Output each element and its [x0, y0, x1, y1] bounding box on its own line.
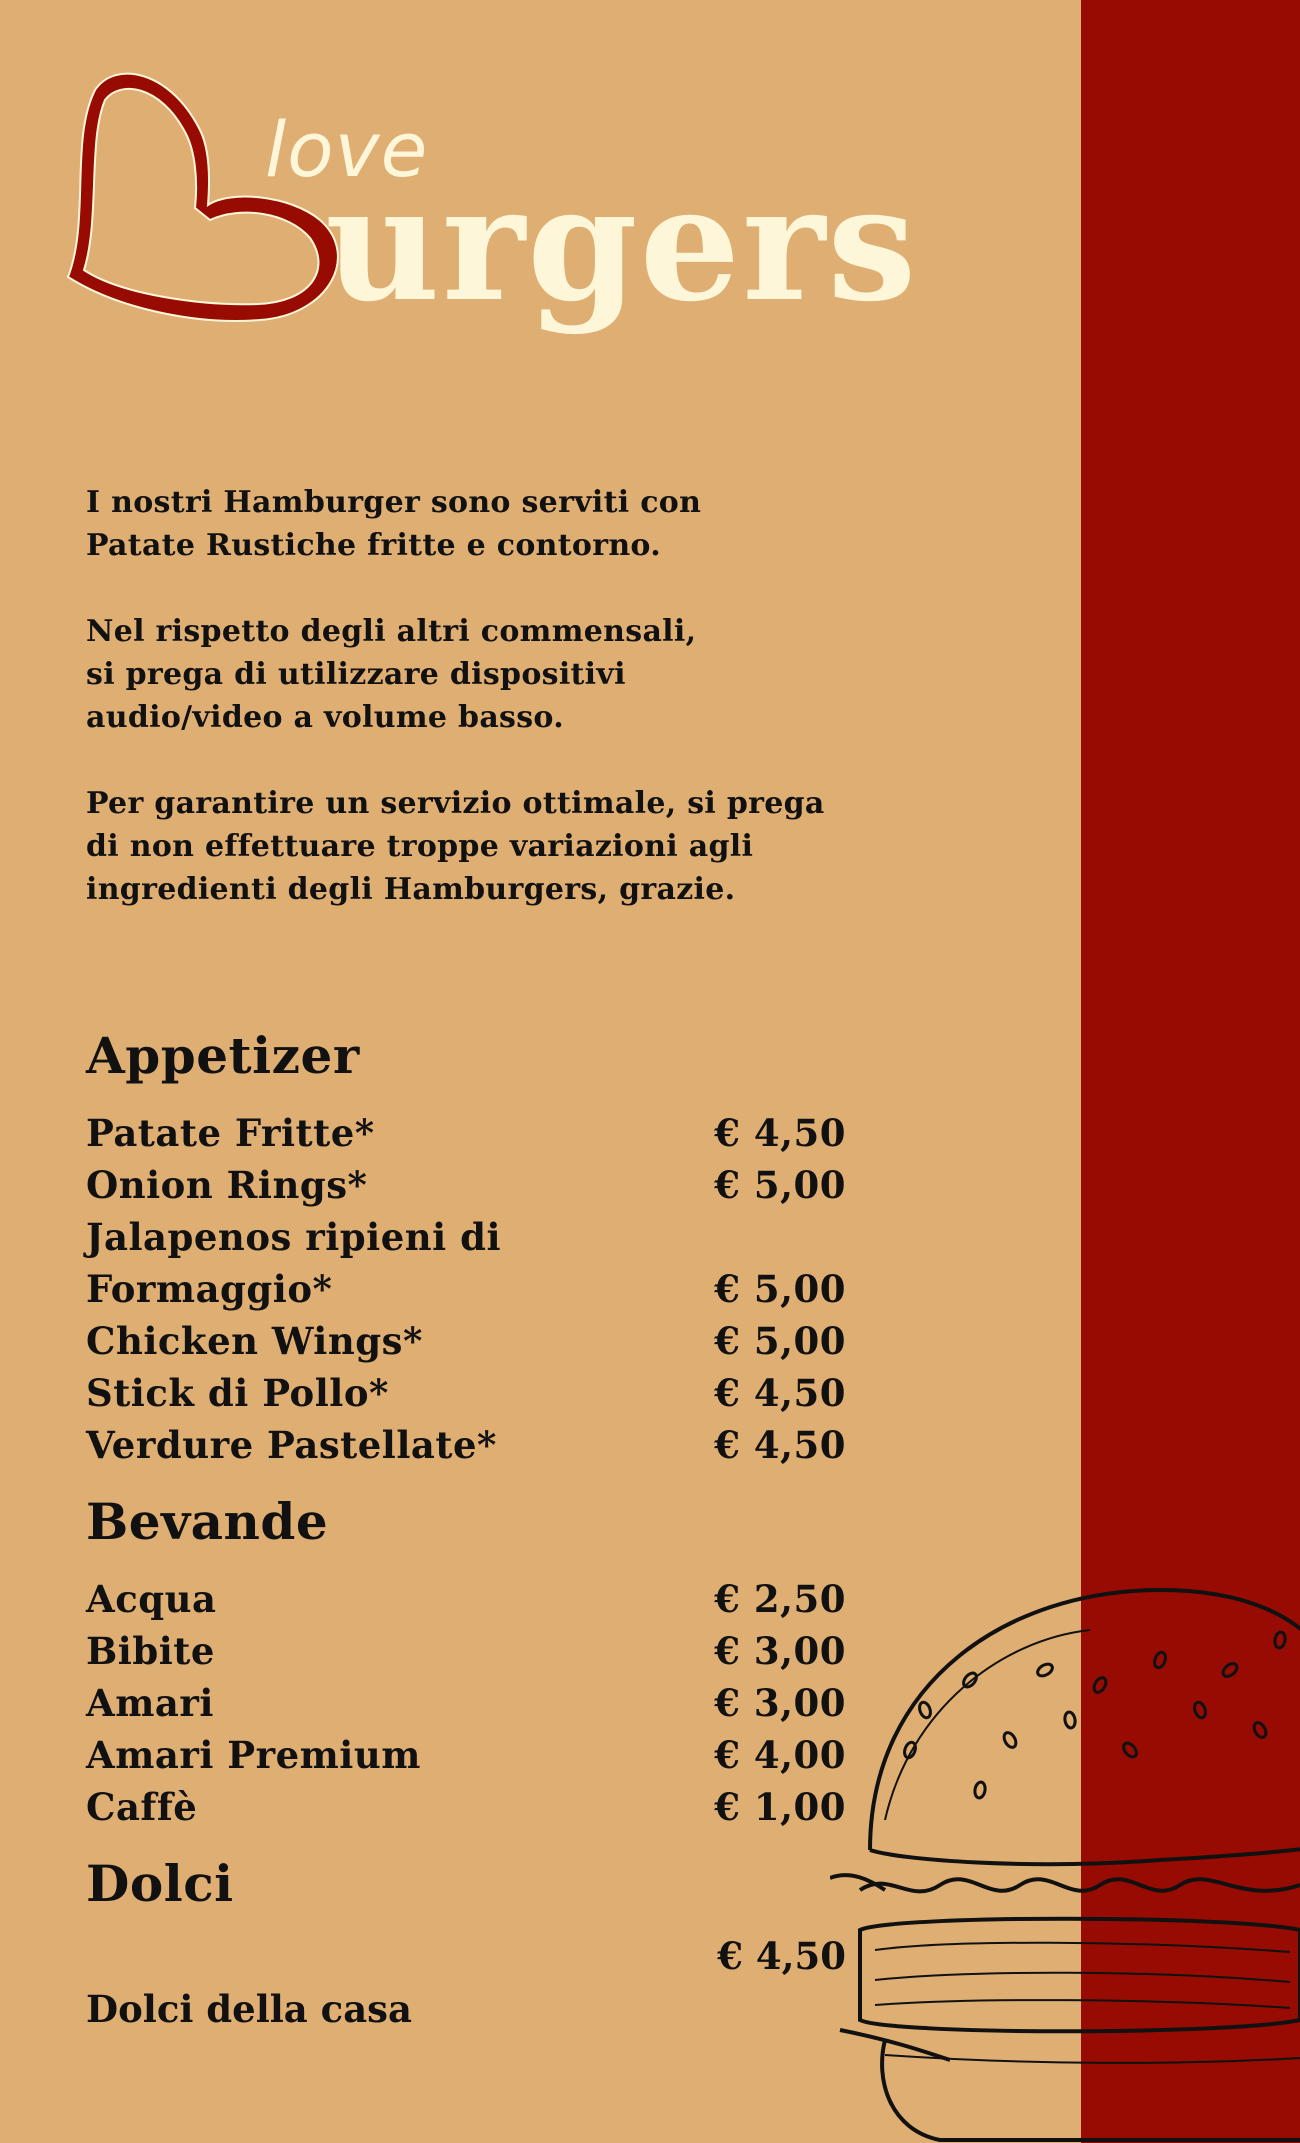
item-name: Patate Fritte*: [86, 1111, 375, 1155]
item-name: Amari Premium: [86, 1733, 421, 1777]
item-name: Acqua: [86, 1577, 217, 1621]
item-list: [86, 1573, 846, 1833]
item-price: € 3,00: [714, 1629, 846, 1673]
item-name: Jalapenos ripieni di Formaggio*: [86, 1215, 501, 1311]
item-name: Amari: [86, 1681, 214, 1725]
note-contorno: I nostri Hamburger sono serviti con Patate Rustiche fritte e contorno.: [86, 485, 702, 563]
logo-love-text: love: [265, 105, 429, 194]
menu-item: [86, 1419, 846, 1471]
menu: [86, 1025, 846, 1935]
menu-item: [86, 1677, 846, 1729]
menu-item: [86, 1781, 846, 1833]
menu-item: [86, 1211, 846, 1315]
section-title: Bevande: [86, 1492, 329, 1551]
item-price: € 4,50: [714, 1423, 846, 1467]
menu-item: [86, 1107, 846, 1159]
item-name: Onion Rings*: [86, 1163, 368, 1207]
item-price: € 5,00: [714, 1267, 846, 1311]
section-bevande: [86, 1491, 846, 1833]
item-price: € 4,00: [714, 1733, 846, 1777]
burger-illustration-icon: [830, 1560, 1300, 2143]
item-price: € 2,50: [714, 1577, 846, 1621]
intro-notes: [86, 481, 946, 954]
item-name: Stick di Pollo*: [86, 1371, 389, 1415]
section-title: Dolci: [86, 1854, 234, 1913]
item-name: Verdure Pastellate*: [86, 1423, 497, 1467]
item-price: € 4,50: [714, 1111, 846, 1155]
item-price: € 4,50: [717, 1934, 846, 1978]
item-price: € 5,00: [714, 1163, 846, 1207]
menu-item: [86, 1159, 846, 1211]
item-price: € 4,50: [714, 1371, 846, 1415]
item-name: Caffè: [86, 1785, 198, 1829]
menu-item: [86, 1315, 846, 1367]
menu-item: [86, 1729, 846, 1781]
item-name: Dolci della casa: [86, 1987, 412, 2031]
logo-burgers-text: urgers: [325, 152, 919, 337]
item-price: € 1,00: [714, 1785, 846, 1829]
menu-item: [86, 1367, 846, 1419]
menu-item: [86, 1625, 846, 1677]
item-name: Bibite: [86, 1629, 215, 1673]
item-price: € 5,00: [714, 1319, 846, 1363]
item-name: Chicken Wings*: [86, 1319, 423, 1363]
note-volume: Nel rispetto degli altri commensali, si prega di utilizzare dispositivi audio/video a volume basso.: [86, 614, 697, 735]
item-price: € 3,00: [714, 1681, 846, 1725]
section-appetizer: [86, 1025, 846, 1471]
item-list: [86, 1107, 846, 1471]
menu-item: [86, 1573, 846, 1625]
section-title: Appetizer: [86, 1026, 360, 1085]
logo: [60, 70, 980, 370]
note-variazioni: Per garantire un servizio ottimale, si prega di non effettuare troppe variazioni agli ingredienti degli Hamburgers, grazie.: [86, 786, 825, 907]
section-dolci: [86, 1853, 846, 1915]
